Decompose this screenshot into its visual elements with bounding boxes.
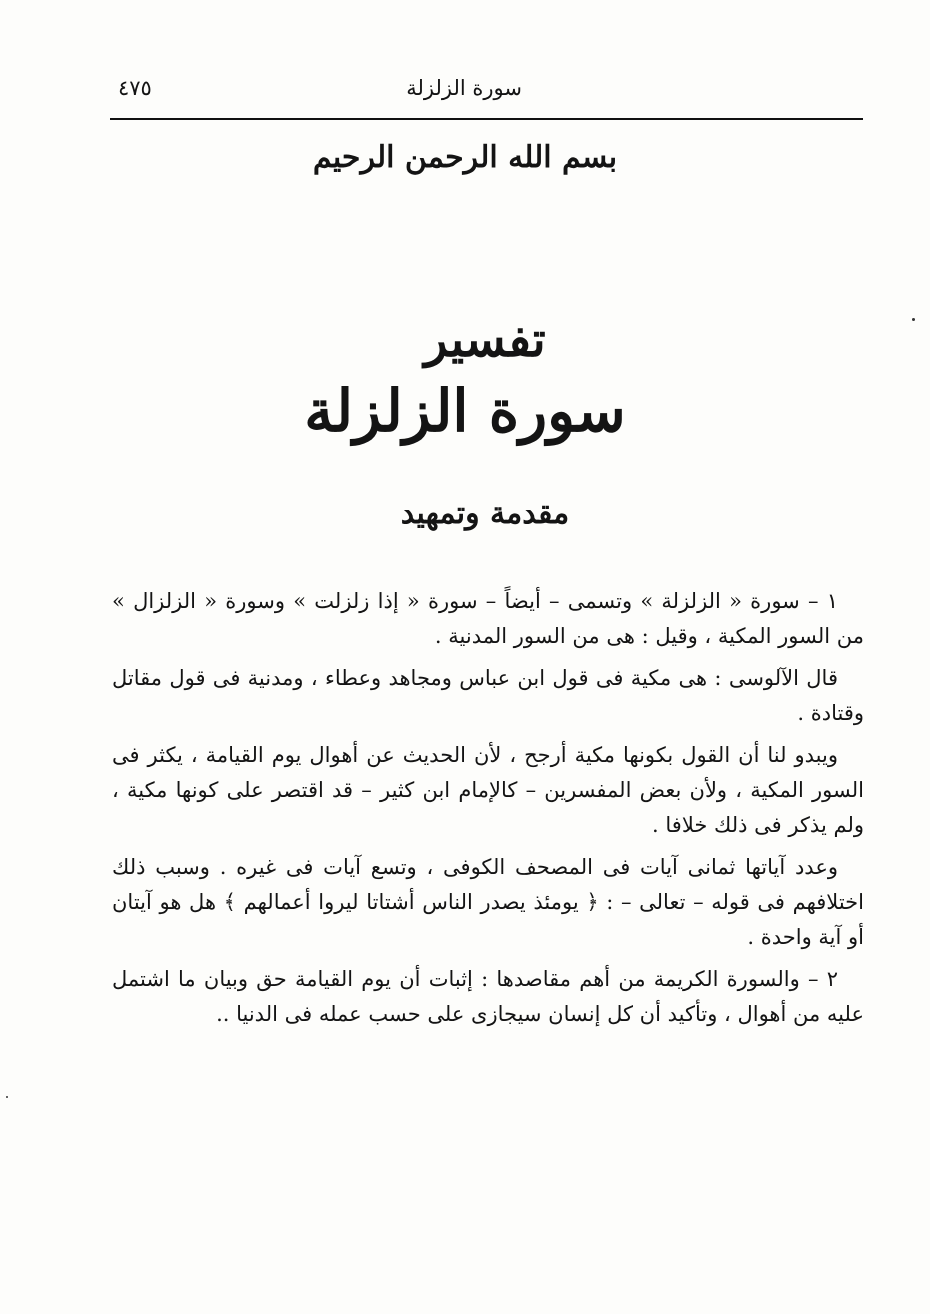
- page-number: ٤٧٥: [118, 76, 152, 100]
- basmala: بسم الله الرحمن الرحيم: [312, 140, 618, 175]
- section-heading: مقدمة وتمهيد: [400, 496, 570, 531]
- scan-speck: [912, 318, 915, 321]
- scan-speck: [6, 1096, 8, 1098]
- paragraph: وعدد آياتها ثمانى آيات فى المصحف الكوفى ، وتسع آيات فى غيره . وسبب ذلك اختلافهم فى قوله – تعالى – : ﴿ يومئذ يصدر الناس أشتاتا ليروا أعمالهم ﴾ هل هو آيتان أو آية واحدة .: [112, 855, 864, 949]
- paragraph: ويبدو لنا أن القول بكونها مكية أرجح ، لأن الحديث عن أهوال يوم القيامة ، يكثر فى السور المكية ، ولأن بعض المفسرين – كالإمام ابن كثير – قد اقتصر على كونها مكية ، ولم يذكر فى ذلك خلافا .: [112, 743, 864, 837]
- running-title: سورة الزلزلة: [406, 76, 522, 100]
- title-block: [0, 310, 930, 448]
- body-text: [112, 584, 864, 1039]
- paragraph: ١ – سورة « الزلزلة » وتسمى – أيضاً – سورة « إذا زلزلت » وسورة « الزلزال » من السور المكية ، وقيل : هى من السور المدنية .: [112, 589, 864, 648]
- title-surah-name: سورة الزلزلة: [304, 377, 626, 445]
- paragraph: قال الآلوسى : هى مكية فى قول ابن عباس ومجاهد وعطاء ، ومدنية فى قول مقاتل وقتادة .: [112, 666, 864, 725]
- paragraph: ٢ – والسورة الكريمة من أهم مقاصدها : إثبات أن يوم القيامة حق وبيان ما اشتمل عليه من أهوال ، وتأكيد أن كل إنسان سيجازى على حسب عمله فى الدنيا ..: [112, 967, 864, 1026]
- running-header: [110, 72, 860, 112]
- title-tafsir: تفسير: [424, 312, 546, 368]
- header-rule: [110, 118, 863, 120]
